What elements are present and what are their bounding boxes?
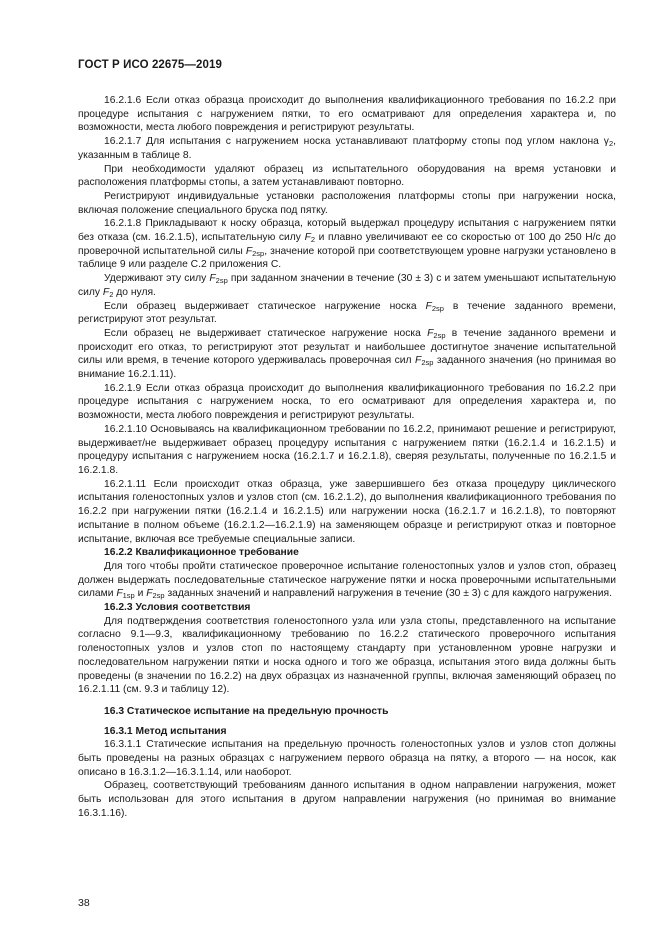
subscript: 2sp (215, 276, 228, 286)
subscript: 2sp (431, 303, 444, 313)
symbol-f: F (116, 588, 123, 600)
text-run: Удерживают эту силу (104, 273, 210, 285)
subscript: 2sp (152, 591, 165, 601)
text-run: 16.2.1.8 Прикладывают к носку образца, который выдержал процедуру испытания с нагружением пятки без отказа (см. 16.2.1.5), испытательную силу (78, 218, 616, 244)
subscript: 2 (310, 235, 316, 245)
paragraph-specimen-passes (78, 300, 616, 327)
text-run: в течение заданного времени, регистрируют этот результат. (78, 300, 616, 326)
symbol-f: F (245, 245, 253, 257)
text-run: Для того чтобы пройти статическое проверочное испытание голеностопных узлов и узлов стоп, образец должен выдержать последовательные статическое нагружение пятки и носка проверочными испытательными силами (78, 560, 616, 600)
symbol-f: F (415, 355, 422, 367)
document-header: ГОСТ Р ИСО 22675—2019 (78, 59, 223, 71)
text-run: Если образец не выдерживает статическое нагружение носка (104, 327, 428, 339)
symbol-f: F (425, 300, 432, 312)
subscript: 2 (109, 289, 114, 299)
paragraph-conformity: Для подтверждения соответствия голеностопного узла или узла стопы, представленного на испытание согласно 9.1—9.3, квалификационному требованию по 16.2.2 статического проверочного испытания голеностопных узлов и узлов стоп по настоящему стандарту при установленном уровне нагрузки и последовательном нагружении пятки и носка одного и того же образца, испытания этого вида должны быть проведены (в значении по 16.2.2) на двух образцах из назначенной группы, включая заменяющий образец по 16.2.1.11 (см. 9.3 и таблицу 12). (78, 615, 616, 696)
paragraph-16-2-1-6: 16.2.1.6 Если отказ образца происходит до выполнения квалификационного требования по 16.2.2 при процедуре испытания с нагружением пятки, то его осматривают для определения характера и, по возможности, места любого повреждения и регистрируют результаты. (78, 95, 616, 134)
paragraph-qualification (78, 560, 616, 601)
page-number: 38 (78, 897, 90, 909)
paragraph-specimen-fails (78, 327, 616, 382)
text-run: в течение заданного времени и происходит его отказ, то регистрируют этот результат и наибольшее достигнутое значение испытательной силы или время, в течение которого удерживалась проверочная сил (78, 327, 616, 367)
symbol-f: F (209, 273, 216, 285)
heading-16-2-2: 16.2.2 Квалификационное требование (104, 547, 299, 559)
symbol-f: F (102, 286, 110, 298)
heading-16-2-3: 16.2.3 Условия соответствия (104, 602, 251, 614)
symbol-f: F (304, 232, 311, 244)
paragraph-hold-force (78, 272, 616, 299)
subscript: 2 (608, 139, 614, 149)
text-run: и плавно увеличивают ее со скоростью от 100 до 250 Н/с до проверочной испытательной силы (78, 232, 617, 257)
text-run: при заданном значении в течение (30 ± 3) с и затем уменьшают испытательную силу (78, 273, 616, 298)
heading-16-3: 16.3 Статическое испытание на предельную прочность (104, 705, 389, 717)
text-run: 16.2.1.7 Для испытания с нагружением носка устанавливают платформу стопы под углом наклона γ (104, 136, 609, 148)
paragraph-16-3-1-1: 16.3.1.1 Статические испытания на предельную прочность голеностопных узлов и узлов стоп должны быть проведены на разных образцах с нагружением первого образца на пятку, а второго — на носок, как описано в 16.3.1.2—16.3.1.14, или наоборот. (78, 739, 616, 778)
subscript: 2sp (433, 330, 446, 340)
symbol-f: F (427, 327, 434, 339)
paragraph-register-settings: Регистрируют индивидуальные установки расположения платформы стопы при нагружении носка, включая положение специального бруска под пятку. (78, 190, 616, 216)
heading-16-3-1: 16.3.1 Метод испытания (104, 725, 227, 737)
paragraph-16-2-1-9: 16.2.1.9 Если отказ образца происходит до выполнения квалификационного требования по 16.2.2 при процедуре испытания с нагружением носка, то его осматривают для определения характера и, по возможности, места любого повреждения и регистрируют результаты. (78, 382, 616, 422)
paragraph-specimen-reuse: Образец, соответствующий требованиям данного испытания в одном направлении нагружения, может быть использован для этого испытания в другом направлении нагружения (но принимая во внимание 16.3.1.16). (78, 780, 616, 819)
paragraph-16-2-1-7 (78, 135, 616, 162)
text-run: , указанным в таблице 8. (78, 136, 616, 161)
paragraph-remove-specimen: При необходимости удаляют образец из испытательного оборудования на время установки и расположения платформы стопы, а затем устанавливают повторно. (78, 163, 616, 189)
text-run: , значение которой при соответствующем уровне нагрузки установлено в таблице 9 или разделе С.2 приложения С. (78, 245, 617, 271)
text-run: до нуля. (113, 286, 156, 298)
text-run: и (134, 588, 147, 600)
document-body (78, 94, 616, 821)
subscript: 2sp (421, 358, 434, 368)
paragraph-16-2-1-11: 16.2.1.11 Если происходит отказ образца, уже завершившего без отказа процедуру циклического испытания голеностопных узлов и узлов стоп (см. 16.2.1.2), до выполнения квалификационного требования по 16.2.2 при нагружении пятки (16.2.1.4 и 16.2.1.5) или нагружении носка (16.2.1.7 и 16.2.1.8), то повторяют испытание в полном объеме (16.2.1.2—16.2.1.9) на заменяющем образце и регистрируют отказ и повторное испытание, включая все требуемые специальные записи. (78, 478, 616, 545)
symbol-f: F (146, 588, 153, 600)
paragraph-16-2-1-10: 16.2.1.10 Основываясь на квалификационном требовании по 16.2.2, принимают решение и регистрируют, выдерживает/не выдерживает образец процедуру испытания с нагружением пятки (16.2.1.4 и 16.2.1.5) и процедуру испытания с нагружением носка (16.2.1.7 и 16.2.1.8), сверяя результаты, полученные по 16.2.1.5 и 16.2.1.8. (78, 423, 616, 476)
text-run: Если образец выдерживает статическое нагружение носка (104, 300, 426, 312)
paragraph-16-2-1-8 (78, 217, 616, 272)
subscript: 2sp (252, 248, 265, 258)
text-run: заданного значения (но принимая во внимание 16.2.1.11). (78, 355, 616, 381)
subscript: 1sp (122, 591, 135, 601)
text-run: заданных значений и направлений нагружения в течение (30 ± 3) с для каждого нагружения. (164, 588, 612, 600)
